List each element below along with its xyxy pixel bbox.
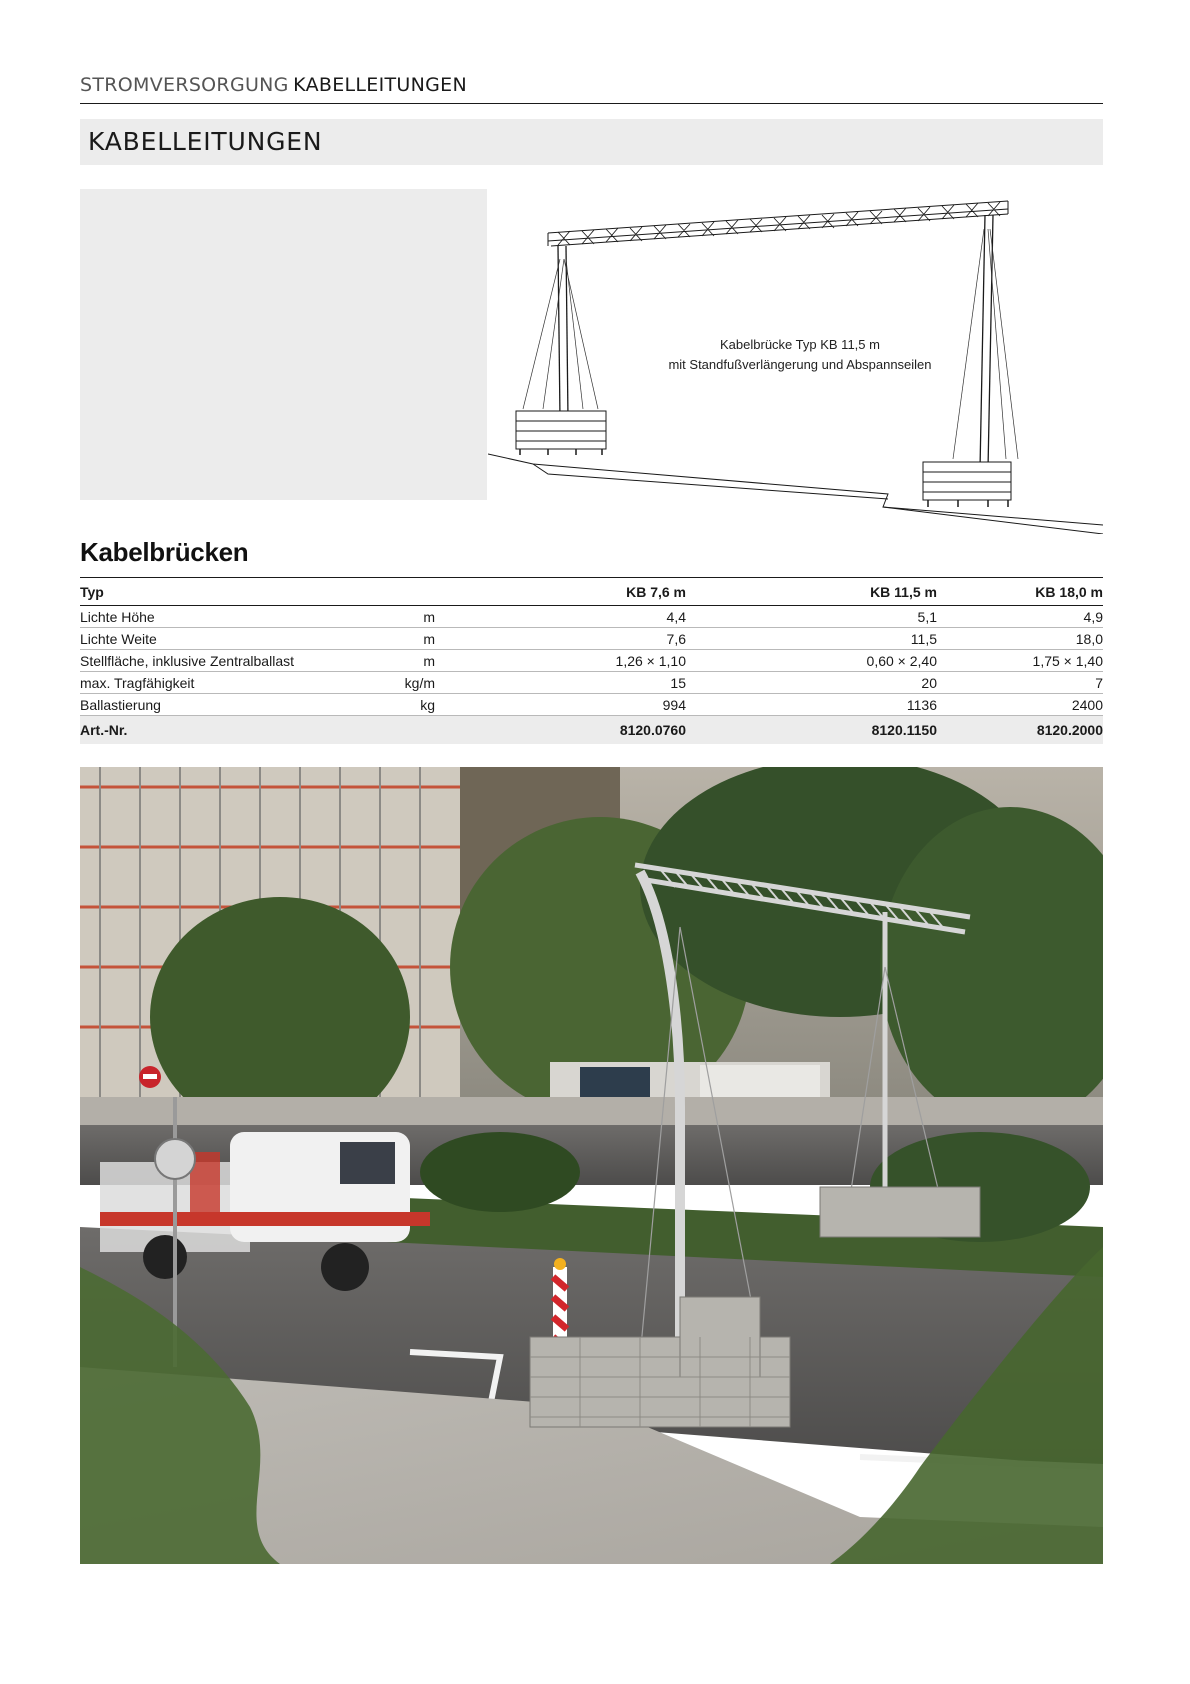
row-value: 15 bbox=[435, 672, 686, 694]
page-header bbox=[80, 70, 1103, 104]
row-value: 7,6 bbox=[435, 628, 686, 650]
row-value: 1,75 × 1,40 bbox=[937, 650, 1103, 672]
row-label: Ballastierung bbox=[80, 694, 330, 716]
row-value: 4,9 bbox=[937, 606, 1103, 628]
row-value: 20 bbox=[686, 672, 937, 694]
row-label: Art.-Nr. bbox=[80, 716, 330, 744]
article-number: 8120.2000 bbox=[937, 716, 1103, 744]
table-row bbox=[80, 650, 1103, 672]
row-unit: kg/m bbox=[330, 672, 435, 694]
header-col-1: KB 7,6 m bbox=[435, 578, 686, 606]
header-col-2: KB 11,5 m bbox=[686, 578, 937, 606]
row-label: Stellfläche, inklusive Zentralballast bbox=[80, 650, 330, 672]
row-unit: m bbox=[330, 628, 435, 650]
article-number: 8120.0760 bbox=[435, 716, 686, 744]
row-value: 7 bbox=[937, 672, 1103, 694]
row-label: Lichte Höhe bbox=[80, 606, 330, 628]
row-unit: m bbox=[330, 606, 435, 628]
caption-line-1: Kabelbrücke Typ KB 11,5 m bbox=[720, 337, 880, 352]
table-row bbox=[80, 694, 1103, 716]
row-label: Lichte Weite bbox=[80, 628, 330, 650]
street-photo bbox=[80, 767, 1103, 1564]
caption-line-2: mit Standfußverlängerung und Abspannseilen bbox=[668, 357, 932, 372]
row-value: 11,5 bbox=[686, 628, 937, 650]
specs-table bbox=[80, 577, 1103, 744]
table-row-article-number bbox=[80, 716, 1103, 744]
table-row bbox=[80, 606, 1103, 628]
article-number: 8120.1150 bbox=[686, 716, 937, 744]
row-value: 2400 bbox=[937, 694, 1103, 716]
header-type: Typ bbox=[80, 578, 330, 606]
row-value: 1136 bbox=[686, 694, 937, 716]
header-topic: KABELLEITUNGEN bbox=[293, 74, 467, 96]
subheading: Kabelbrücken bbox=[80, 537, 249, 567]
section-title: KABELLEITUNGEN bbox=[88, 127, 323, 156]
drawing-caption bbox=[620, 335, 980, 375]
table-row bbox=[80, 672, 1103, 694]
row-unit: m bbox=[330, 650, 435, 672]
row-unit bbox=[330, 716, 435, 744]
header-col-3: KB 18,0 m bbox=[937, 578, 1103, 606]
row-value: 1,26 × 1,10 bbox=[435, 650, 686, 672]
row-value: 0,60 × 2,40 bbox=[686, 650, 937, 672]
row-unit: kg bbox=[330, 694, 435, 716]
row-value: 5,1 bbox=[686, 606, 937, 628]
section-title-bar bbox=[80, 119, 1103, 165]
header-category: STROMVERSORGUNG bbox=[80, 74, 289, 96]
header-unit bbox=[330, 578, 435, 606]
table-header-row bbox=[80, 578, 1103, 606]
row-label: max. Tragfähigkeit bbox=[80, 672, 330, 694]
row-value: 18,0 bbox=[937, 628, 1103, 650]
row-value: 4,4 bbox=[435, 606, 686, 628]
table-row bbox=[80, 628, 1103, 650]
image-placeholder bbox=[80, 189, 487, 500]
row-value: 994 bbox=[435, 694, 686, 716]
